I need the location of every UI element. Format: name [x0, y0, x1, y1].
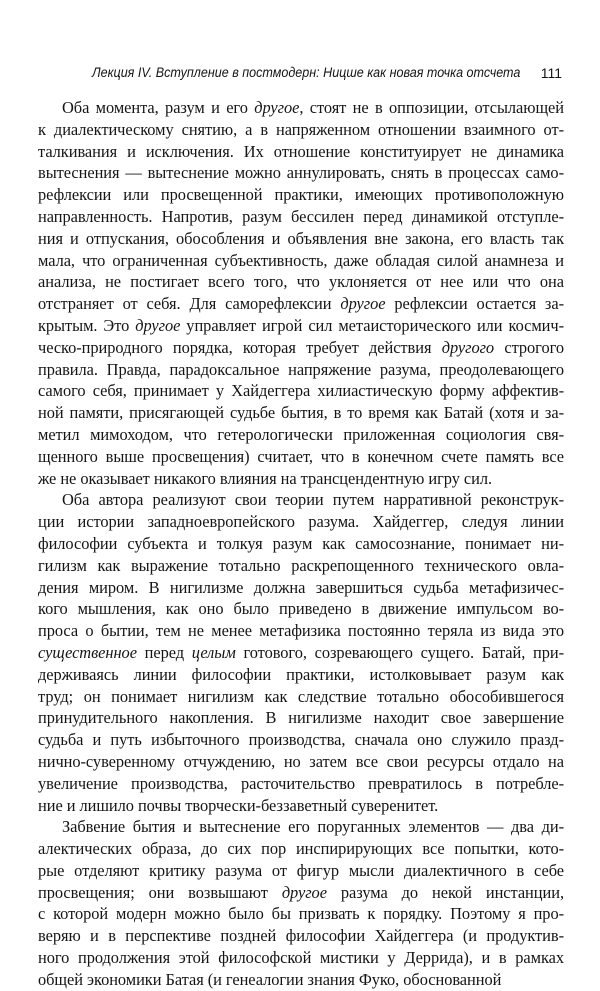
text-line: увеличение производства, расточительство превратилось в потребле-: [38, 773, 564, 793]
text-line: с которой модерн можно было бы призвать к порядку. Поэтому я про-: [38, 904, 564, 924]
paragraph: [38, 816, 564, 990]
text-line: дения миром. В нигилизме должна завершиться судьба метафизичес-: [38, 577, 564, 597]
text-line: ние и лишило почвы творчески-беззаветный суверенитет.: [38, 795, 439, 815]
text-line: вытеснения — вытеснение можно аннулировать, снять в процессах само-: [38, 163, 564, 183]
emphasis: другое: [135, 315, 181, 335]
text-line: труд; он понимает нигилизм как следствие тотально обособившегося: [38, 686, 564, 706]
emphasis: другое: [254, 98, 300, 117]
text-line: гилизм как выражение тотально раскрепощенного технического овла-: [38, 555, 564, 575]
text-line: ной памяти, присягающей судьбе бытия, в то время как Батай (хотя и за-: [38, 403, 564, 423]
text-line: метил мимоходом, что гетерологически приложенная социология свя-: [38, 424, 564, 444]
text-line: Забвение бытия и вытеснение его поруганных элементов — два ди-: [62, 817, 564, 837]
text-line: ции истории западноевропейского разума. Хайдеггер, следуя линии: [38, 512, 564, 532]
text-line: философии субъекта и толкуя разум как самосознание, понимает ни-: [38, 533, 564, 553]
text-line: принудительного накопления. В нигилизме находит свое завершение: [38, 708, 564, 728]
text-line: рые отделяют критику разума от фигур мысли диалектичного в себе: [38, 860, 564, 880]
text-line: же не оказывает никакого влияния на трансцендентную игру сил.: [38, 468, 493, 488]
emphasis: другого: [441, 337, 495, 357]
text-line: существенное перед целым готового, созревающего сущего. Батай, при-: [38, 642, 564, 662]
text-line: рефлексии или просвещенной практики, имеющих противоположную: [38, 185, 564, 205]
text-line: анализа, не постигает всего того, что уклоняется от нее или что она: [38, 272, 564, 292]
text-line: щенного выше просвещения) считает, что в конечном счете память все: [38, 446, 564, 466]
paragraph: [38, 97, 564, 489]
text-line: мала, что ограниченная субъективность, даже обладая силой анамнеза и: [38, 250, 564, 270]
text-line: проса о бытии, тем не менее метафизика постоянно теряла из вида это: [38, 621, 564, 641]
text-line: Оба автора реализуют свои теории путем нарративной реконструк-: [62, 490, 564, 510]
text-line: Оба момента, разум и его другое, стоят не в оппозиции, отсылающей: [62, 98, 564, 117]
page-number: 111: [540, 65, 562, 81]
emphasis: другое: [281, 882, 327, 902]
text-line: направленность. Напротив, разум бессилен перед динамикой отступле-: [38, 206, 564, 226]
text-line: алектических образа, до сих пор инспирирующих все попытки, кото-: [38, 839, 564, 859]
text-line: крытым. Это другое управляет игрой сил метаисторического или космич-: [38, 315, 565, 335]
text-line: держиваясь линии философии практики, истолковывает разум как: [38, 664, 564, 684]
text-line: к диалектическому снятию, а в напряженном отношении взаимного от-: [38, 119, 564, 139]
text-line: веряю и в перспективе поздней философии Хайдеггера (и продуктив-: [38, 926, 564, 946]
text-line: общей экономики Батая (и генеалогии знания Фуко, обоснованной: [38, 969, 502, 989]
emphasis: целым: [191, 642, 236, 662]
text-line: ного продолжения этой философской мистики у Деррида), и в рамках: [38, 948, 564, 968]
text-line: правила. Правда, парадоксальное напряжение разума, преодолевающего: [38, 359, 564, 379]
text-line: ческо-природного порядка, которая требует действия другого строгого: [38, 337, 565, 357]
text-line: ния и отпускания, обособления и объявления вне закона, его власть так: [38, 228, 564, 248]
text-line: самого себя, принимает у Хайдеггера хилиастическую форму аффектив-: [38, 381, 564, 401]
running-head: Лекция IV. Вступление в постмодерн: Ницше как новая точка отсчета: [92, 65, 521, 80]
text-line: отстраняет от себя. Для саморефлексии другое рефлексии остается за-: [38, 294, 564, 314]
text-line: просвещения; они возвышают другое разума до некой инстанции,: [38, 882, 564, 902]
body-text: [38, 97, 564, 991]
text-line: кого мышления, как оно было приведено в движение импульсом во-: [38, 599, 564, 619]
text-line: судьба и путь избыточного производства, сначала оно служило празд-: [38, 730, 564, 750]
text-line: талкивания и исключения. Их отношение конституирует не динамика: [38, 141, 564, 161]
emphasis: другое: [340, 294, 386, 314]
paragraph: [38, 489, 564, 816]
emphasis: существенное: [38, 642, 137, 662]
text-line: нично-суверенному отчуждению, но затем все свои ресурсы отдало на: [38, 751, 564, 771]
